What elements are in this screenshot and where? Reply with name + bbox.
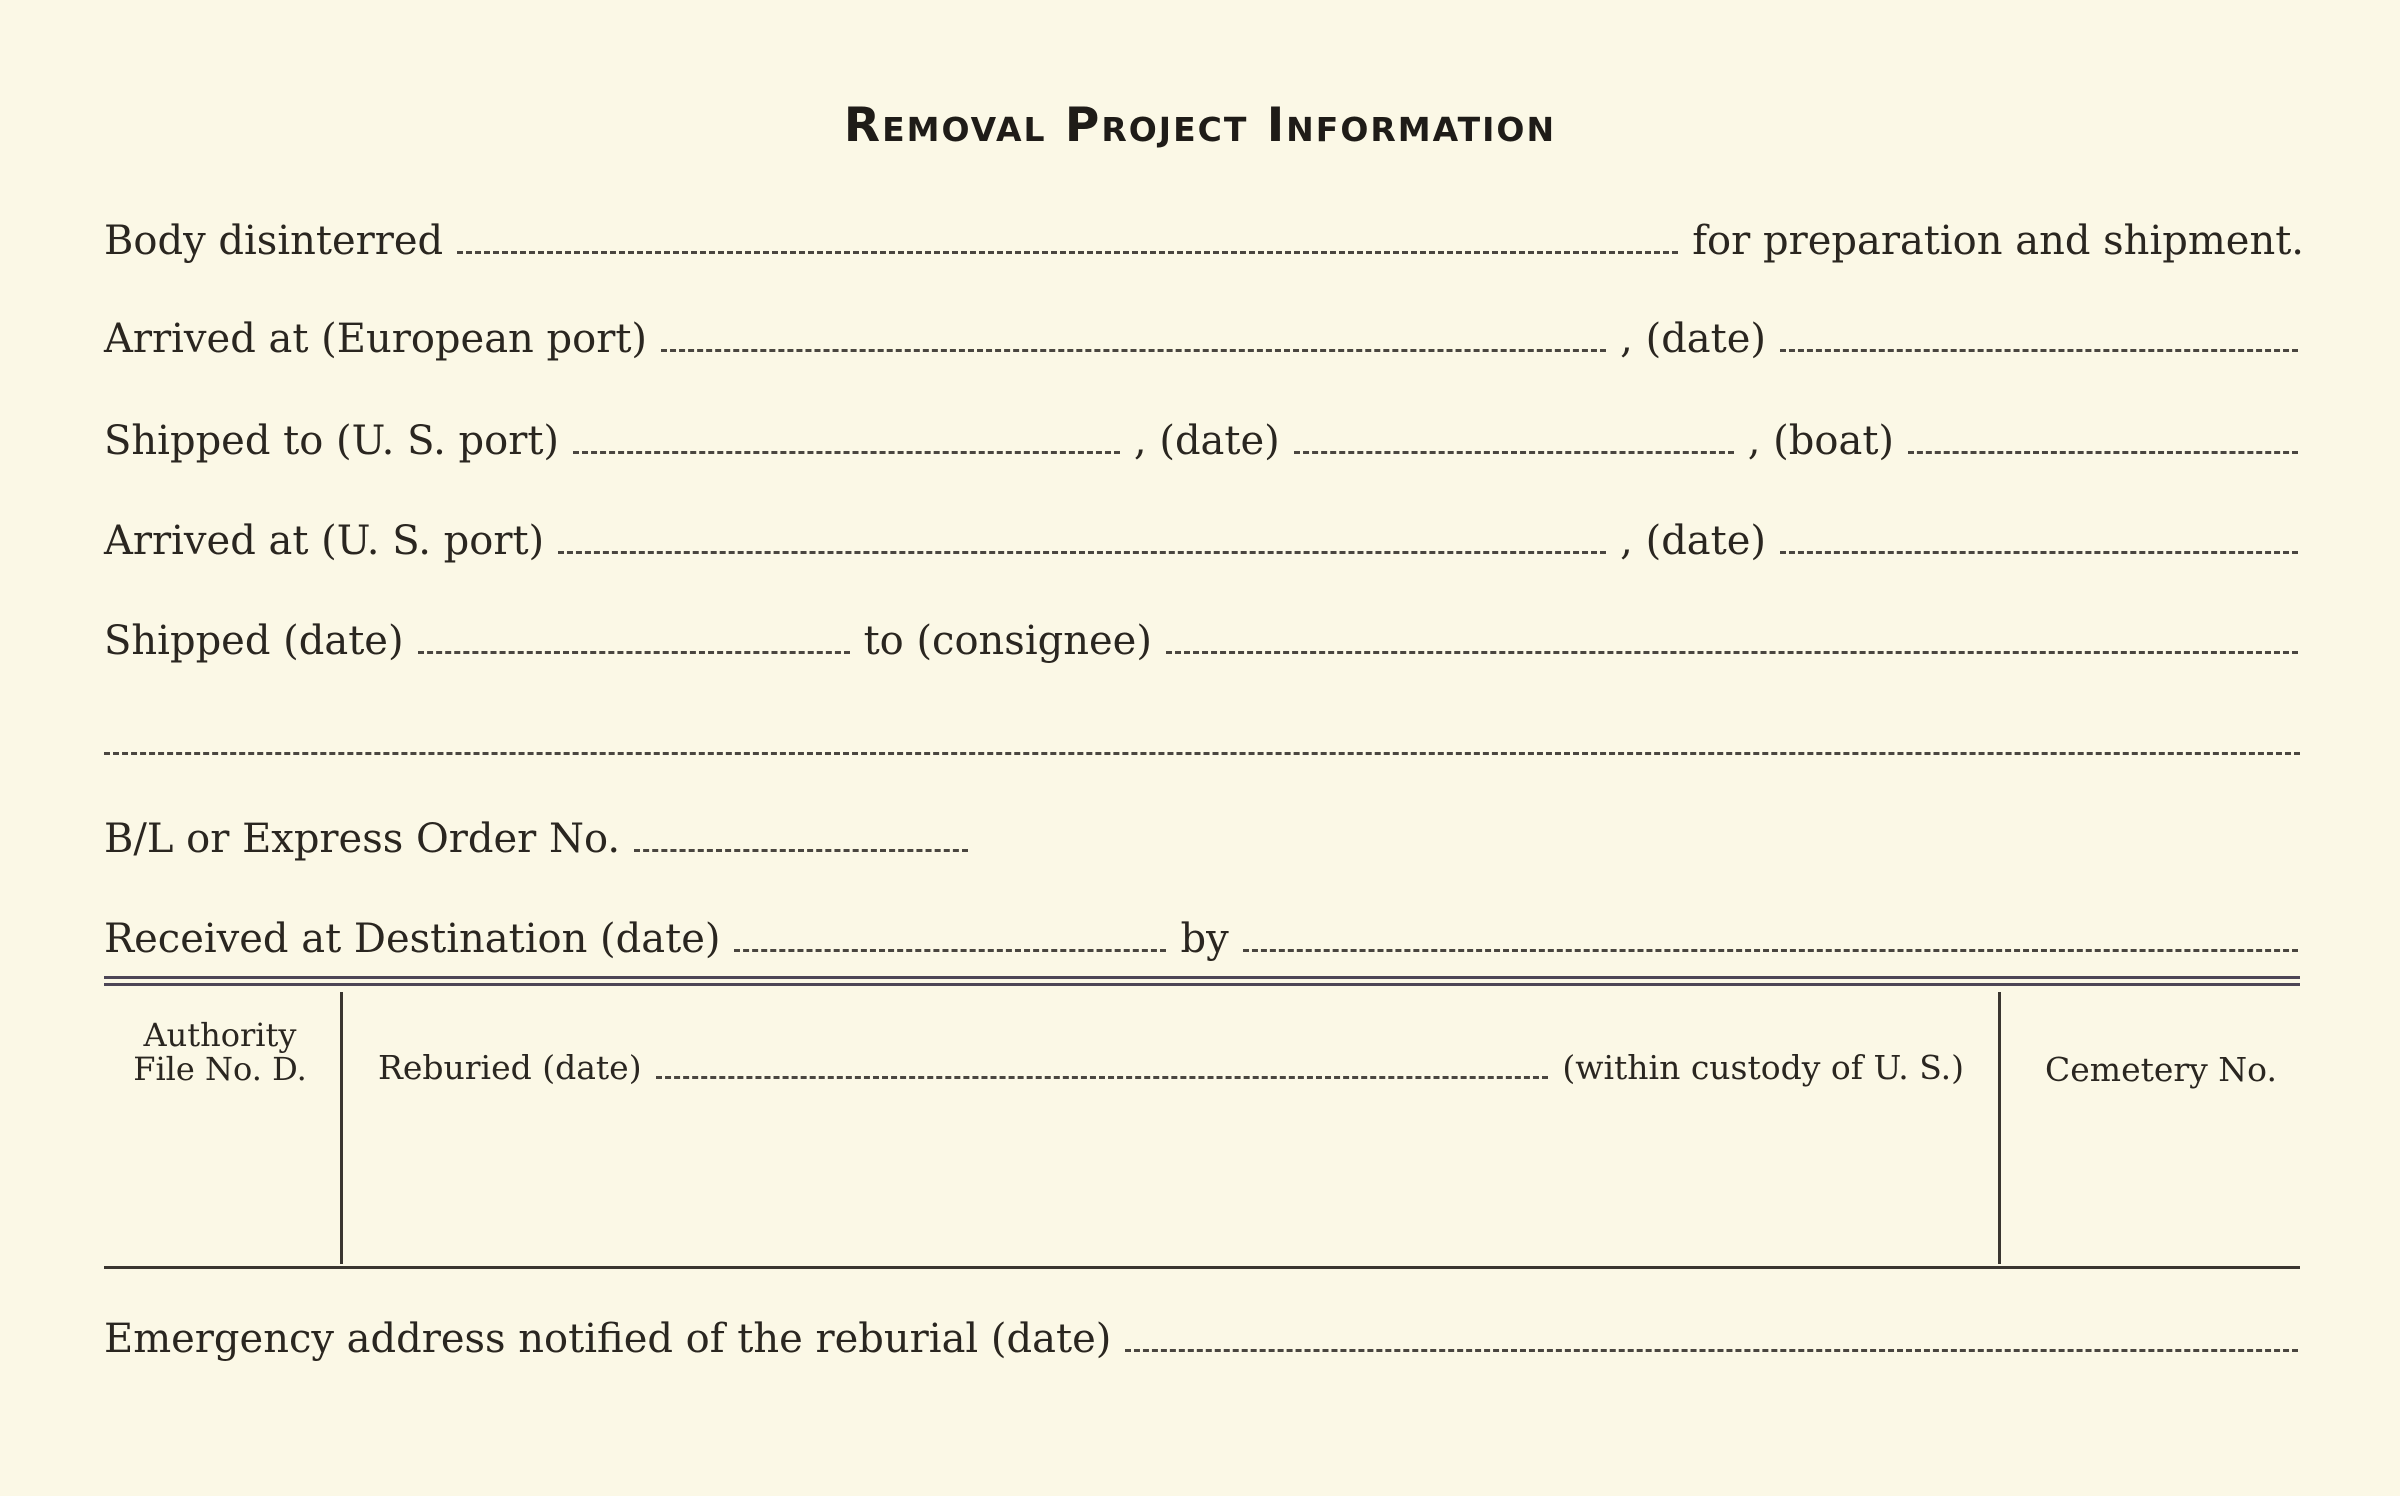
cemetery-column-divider <box>1998 992 2001 1264</box>
shipped-us-date-field[interactable] <box>1294 450 1734 454</box>
received-by-label: by <box>1180 916 1229 962</box>
arrived-us-label: Arrived at (U. S. port) <box>104 518 545 564</box>
shipped-date-row <box>104 618 2304 664</box>
arrived-us-row <box>104 518 2304 564</box>
shipped-us-port-field[interactable] <box>573 450 1120 454</box>
consignee-field[interactable] <box>1166 650 2298 654</box>
arrived-european-port-field[interactable] <box>661 348 1606 352</box>
shipped-us-boat-label: , (boat) <box>1747 418 1894 464</box>
consignee-label: to (consignee) <box>863 618 1152 664</box>
emergency-label: Emergency address notified of the reburial (date) <box>104 1316 1112 1362</box>
emergency-row <box>104 1316 2304 1362</box>
arrived-us-date-label: , (date) <box>1620 518 1766 564</box>
bl-order-field[interactable] <box>634 848 968 852</box>
shipped-us-boat-field[interactable] <box>1908 450 2298 454</box>
emergency-date-field[interactable] <box>1125 1348 2298 1352</box>
arrived-european-date-field[interactable] <box>1780 348 2298 352</box>
shipped-us-row <box>104 418 2304 464</box>
bl-order-label: B/L or Express Order No. <box>104 816 621 862</box>
section-divider-double <box>104 976 2300 986</box>
authority-column-divider <box>340 992 343 1264</box>
consignee-continuation-field[interactable] <box>104 752 2300 755</box>
arrived-european-row <box>104 316 2304 362</box>
body-disinterred-label: Body disinterred <box>104 218 444 264</box>
authority-line-1: Authority <box>143 1016 297 1054</box>
body-disinterred-suffix: for preparation and shipment. <box>1692 218 2304 264</box>
received-row <box>104 916 2304 962</box>
form-title: Removal Project Information <box>843 98 1557 153</box>
shipped-us-label: Shipped to (U. S. port) <box>104 418 559 464</box>
reburied-label: Reburied (date) <box>378 1048 642 1087</box>
arrived-european-date-label: , (date) <box>1620 316 1766 362</box>
bl-order-row <box>104 816 974 862</box>
reburied-suffix: (within custody of U. S.) <box>1562 1048 1964 1087</box>
shipped-date-field[interactable] <box>418 650 850 654</box>
arrived-us-port-field[interactable] <box>558 550 1606 554</box>
received-by-field[interactable] <box>1243 948 2298 952</box>
reburied-date-field[interactable] <box>656 1075 1549 1079</box>
section-bottom-rule <box>104 1266 2300 1269</box>
body-disinterred-field[interactable] <box>457 250 1678 254</box>
shipped-date-label: Shipped (date) <box>104 618 404 664</box>
shipped-us-date-label: , (date) <box>1133 418 1280 464</box>
arrived-european-label: Arrived at (European port) <box>104 316 648 362</box>
cemetery-no-label: Cemetery No. <box>2045 1050 2277 1089</box>
authority-line-2: File No. D. <box>133 1050 307 1088</box>
body-disinterred-row <box>104 218 2304 264</box>
reburied-row <box>378 1048 1964 1087</box>
received-date-field[interactable] <box>734 948 1166 952</box>
authority-file-label <box>110 1018 330 1086</box>
arrived-us-date-field[interactable] <box>1780 550 2298 554</box>
received-label: Received at Destination (date) <box>104 916 721 962</box>
